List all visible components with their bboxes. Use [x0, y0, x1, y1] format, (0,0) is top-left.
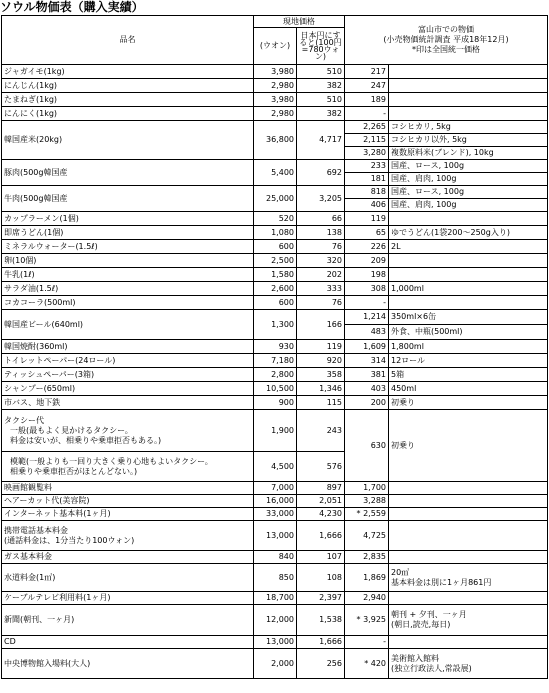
- yen-price: 256: [297, 649, 345, 679]
- table-row: [2, 354, 548, 368]
- toyama-note: ゆでうどん(1袋200～250g入り): [389, 226, 548, 240]
- yen-price: 382: [297, 79, 345, 93]
- header-yen: 日本円にすると(100円=780ウォン): [297, 28, 345, 65]
- yen-price: 76: [297, 240, 345, 254]
- table-row: [2, 282, 548, 296]
- price-table: [1, 15, 548, 679]
- yen-price: 202: [297, 268, 345, 282]
- yen-price: 897: [297, 482, 345, 495]
- won-price: 1,300: [254, 310, 297, 340]
- toyama-price: 247: [345, 79, 389, 93]
- yen-price: 119: [297, 340, 345, 354]
- toyama-note: [389, 649, 548, 679]
- toyama-price: 2,115: [345, 134, 389, 147]
- table-row: [2, 340, 548, 354]
- toyama-note: コシヒカリ以外, 5kg: [389, 134, 548, 147]
- museum-type: 美術館入館料: [391, 653, 439, 663]
- item-name: コカコーラ(500ml): [2, 296, 254, 310]
- toyama-price: 209: [345, 254, 389, 268]
- toyama-price: 1,214: [345, 310, 389, 325]
- table-row: [2, 508, 548, 521]
- yen-price: 108: [297, 564, 345, 592]
- yen-price: 1,538: [297, 605, 345, 636]
- toyama-note: 初乗り: [389, 410, 548, 482]
- toyama-note: [389, 93, 548, 107]
- yen-price: 2,397: [297, 592, 345, 605]
- table-row: [2, 521, 548, 551]
- toyama-price: 3,280: [345, 147, 389, 160]
- toyama-price: 3,288: [345, 495, 389, 508]
- table-row: [2, 160, 548, 173]
- toyama-note: 12ロール: [389, 354, 548, 368]
- yen-price: 1,346: [297, 382, 345, 396]
- won-price: 840: [254, 551, 297, 564]
- museum-detail: (独立行政法人,常設展): [391, 663, 472, 673]
- won-price: 2,980: [254, 107, 297, 121]
- won-price: 1,900: [254, 410, 297, 452]
- toyama-note: [389, 268, 548, 282]
- table-row: [2, 254, 548, 268]
- toyama-price: * 3,925: [345, 605, 389, 636]
- table-row: [2, 186, 548, 199]
- won-price: 600: [254, 240, 297, 254]
- item-name: カップラーメン(1個): [2, 212, 254, 226]
- toyama-price: 403: [345, 382, 389, 396]
- toyama-note: 複数原料米(ブレンド), 10kg: [389, 147, 548, 160]
- toyama-note: [389, 636, 548, 649]
- header-won: (ウオン): [254, 28, 297, 65]
- toyama-note: [389, 508, 548, 521]
- yen-price: 107: [297, 551, 345, 564]
- taxi-deluxe: 模範(一般よりも一回り大きく乗り心地もよいタクシー。: [10, 456, 213, 466]
- won-price: 4,500: [254, 452, 297, 482]
- won-price: 33,000: [254, 508, 297, 521]
- toyama-note: [389, 592, 548, 605]
- toyama-note: 国産、肩肉, 100g: [389, 199, 548, 212]
- table-row: [2, 649, 548, 679]
- won-price: 900: [254, 396, 297, 410]
- won-price: 1,080: [254, 226, 297, 240]
- mobile-note: (通話料金は、1分当たり100ウォン): [4, 535, 135, 545]
- toyama-note: [389, 296, 548, 310]
- won-price: 3,980: [254, 65, 297, 79]
- taxi-deluxe-note: 相乗りや乗車拒否がほとんどない。): [10, 466, 138, 476]
- item-name: 即席うどん(1個): [2, 226, 254, 240]
- yen-price: 4,717: [297, 121, 345, 160]
- toyama-price: 2,940: [345, 592, 389, 605]
- toyama-note: [389, 79, 548, 93]
- won-price: 2,000: [254, 649, 297, 679]
- table-row: [2, 482, 548, 495]
- table-row: [2, 551, 548, 564]
- table-row: [2, 396, 548, 410]
- item-name: シャンプー(650ml): [2, 382, 254, 396]
- yen-price: 382: [297, 107, 345, 121]
- item-name: 市バス、地下鉄: [2, 396, 254, 410]
- toyama-note: 2L: [389, 240, 548, 254]
- won-price: 850: [254, 564, 297, 592]
- toyama-price: 226: [345, 240, 389, 254]
- yen-price: 243: [297, 410, 345, 452]
- item-name: 卵(10個): [2, 254, 254, 268]
- won-price: 7,180: [254, 354, 297, 368]
- item-name: [2, 521, 254, 551]
- yen-price: 66: [297, 212, 345, 226]
- item-name: ガス基本料金: [2, 551, 254, 564]
- toyama-note: 450ml: [389, 382, 548, 396]
- toyama-note: 1,800ml: [389, 340, 548, 354]
- toyama-price: 1,700: [345, 482, 389, 495]
- toyama-note: 国産、ロース, 100g: [389, 186, 548, 199]
- page-title: ソウル物価表（購入実績）: [0, 0, 144, 14]
- toyama-price: -: [345, 296, 389, 310]
- toyama-note: 5箱: [389, 368, 548, 382]
- yen-price: 358: [297, 368, 345, 382]
- toyama-price: 189: [345, 93, 389, 107]
- won-price: 2,500: [254, 254, 297, 268]
- toyama-price: -: [345, 636, 389, 649]
- won-price: 13,000: [254, 636, 297, 649]
- toyama-price: 217: [345, 65, 389, 79]
- table-row: [2, 79, 548, 93]
- yen-price: 692: [297, 160, 345, 186]
- item-name: トイレットペーパー(24ロール): [2, 354, 254, 368]
- table-row: [2, 93, 548, 107]
- toyama-price: * 2,559: [345, 508, 389, 521]
- header-local-price: 現地価格: [254, 16, 345, 28]
- table-row: [2, 368, 548, 382]
- toyama-note: [389, 254, 548, 268]
- toyama-price: 818: [345, 186, 389, 199]
- header-toyama-sub1: (小売物価統計調査 平成18年12月): [383, 35, 509, 44]
- yen-price: 1,666: [297, 636, 345, 649]
- won-price: 12,000: [254, 605, 297, 636]
- yen-price: 576: [297, 452, 345, 482]
- table-row: [2, 268, 548, 282]
- toyama-price: 308: [345, 282, 389, 296]
- table-row: [2, 226, 548, 240]
- toyama-price: 630: [345, 410, 389, 482]
- item-name: [2, 410, 254, 452]
- taxi-general: 一般(最もよく見かけるタクシー。: [10, 425, 133, 435]
- item-name: ジャガイモ(1kg): [2, 65, 254, 79]
- water-volume: 20㎥: [391, 567, 410, 577]
- item-name: 水道料金(1㎥): [2, 564, 254, 592]
- won-price: 5,400: [254, 160, 297, 186]
- won-price: 10,500: [254, 382, 297, 396]
- item-name: ケーブルテレビ利用料(1ヶ月): [2, 592, 254, 605]
- item-name: サラダ油(1.5ℓ): [2, 282, 254, 296]
- item-name: 中央博物館入場料(大人): [2, 649, 254, 679]
- yen-price: 1,666: [297, 521, 345, 551]
- toyama-note: [389, 107, 548, 121]
- yen-price: 2,051: [297, 495, 345, 508]
- won-price: 520: [254, 212, 297, 226]
- table-row: [2, 592, 548, 605]
- won-price: 13,000: [254, 521, 297, 551]
- won-price: 930: [254, 340, 297, 354]
- table-row: [2, 636, 548, 649]
- won-price: 7,000: [254, 482, 297, 495]
- yen-price: 320: [297, 254, 345, 268]
- toyama-price: 4,725: [345, 521, 389, 551]
- yen-price: 138: [297, 226, 345, 240]
- table-row: [2, 310, 548, 325]
- item-name: インターネット基本料(1ヶ月): [2, 508, 254, 521]
- toyama-price: 406: [345, 199, 389, 212]
- item-name: にんじん(1kg): [2, 79, 254, 93]
- toyama-price: 200: [345, 396, 389, 410]
- newspaper-brands: (朝日,読売,毎日): [391, 620, 451, 629]
- toyama-price: 119: [345, 212, 389, 226]
- toyama-price: 198: [345, 268, 389, 282]
- toyama-note: [389, 605, 548, 636]
- yen-price: 76: [297, 296, 345, 310]
- toyama-price: * 420: [345, 649, 389, 679]
- table-row: [2, 410, 548, 452]
- item-name: ヘアーカット代(美容院): [2, 495, 254, 508]
- table-row: [2, 296, 548, 310]
- toyama-price: 2,265: [345, 121, 389, 134]
- won-price: 600: [254, 296, 297, 310]
- toyama-price: 483: [345, 325, 389, 340]
- toyama-price: 2,835: [345, 551, 389, 564]
- toyama-note: [389, 564, 548, 592]
- toyama-price: 233: [345, 160, 389, 173]
- toyama-price: 1,869: [345, 564, 389, 592]
- yen-price: 4,230: [297, 508, 345, 521]
- item-name: [2, 452, 254, 482]
- yen-price: 115: [297, 396, 345, 410]
- table-row: [2, 564, 548, 592]
- item-name: 映画館観覧料: [2, 482, 254, 495]
- toyama-note: 1,000ml: [389, 282, 548, 296]
- won-price: 1,580: [254, 268, 297, 282]
- item-name: 牛乳(1ℓ): [2, 268, 254, 282]
- yen-price: 510: [297, 65, 345, 79]
- toyama-price: 381: [345, 368, 389, 382]
- header-item: 品名: [2, 16, 254, 65]
- toyama-note: 350ml×6缶: [389, 310, 548, 325]
- toyama-note: コシヒカリ, 5kg: [389, 121, 548, 134]
- toyama-note: [389, 521, 548, 551]
- mobile-title: 携帯電話基本料金: [4, 525, 68, 535]
- won-price: 2,800: [254, 368, 297, 382]
- yen-price: 166: [297, 310, 345, 340]
- header-toyama-title: 富山市での物価: [418, 25, 474, 34]
- item-name: 新聞(朝刊、一ヶ月): [2, 605, 254, 636]
- won-price: 16,000: [254, 495, 297, 508]
- toyama-note: [389, 495, 548, 508]
- item-name: 韓国産米(20kg): [2, 121, 254, 160]
- toyama-note: [389, 212, 548, 226]
- toyama-price: 314: [345, 354, 389, 368]
- header-toyama-sub2: *印は全国統一価格: [412, 45, 480, 54]
- toyama-note: 初乗り: [389, 396, 548, 410]
- toyama-note: [389, 482, 548, 495]
- won-price: 2,980: [254, 79, 297, 93]
- won-price: 18,700: [254, 592, 297, 605]
- toyama-price: 65: [345, 226, 389, 240]
- table-row: [2, 65, 548, 79]
- table-row: [2, 240, 548, 254]
- toyama-price: -: [345, 107, 389, 121]
- item-name: たまねぎ(1kg): [2, 93, 254, 107]
- item-name: 牛肉(500g韓国産: [2, 186, 254, 212]
- item-name: 韓国焼酎(360ml): [2, 340, 254, 354]
- item-name: ティッシュペーパー(3箱): [2, 368, 254, 382]
- toyama-price: 181: [345, 173, 389, 186]
- yen-price: 920: [297, 354, 345, 368]
- table-row: [2, 121, 548, 134]
- toyama-note: [389, 551, 548, 564]
- table-row: [2, 107, 548, 121]
- item-name: ミネラルウォーター(1.5ℓ): [2, 240, 254, 254]
- item-name: 豚肉(500g韓国産: [2, 160, 254, 186]
- toyama-price: 1,609: [345, 340, 389, 354]
- taxi-title: タクシー代: [4, 415, 44, 425]
- item-name: 韓国産ビール(640ml): [2, 310, 254, 340]
- header-toyama: [345, 16, 548, 65]
- item-name: CD: [2, 636, 254, 649]
- toyama-note: 外食、中瓶(500ml): [389, 325, 548, 340]
- won-price: 3,980: [254, 93, 297, 107]
- yen-price: 510: [297, 93, 345, 107]
- toyama-note: [389, 65, 548, 79]
- yen-price: 333: [297, 282, 345, 296]
- won-price: 2,600: [254, 282, 297, 296]
- won-price: 25,000: [254, 186, 297, 212]
- water-basic-fee: 基本料金は別に1ヶ月861円: [391, 577, 492, 587]
- taxi-general-note: 料金は安いが、相乗りや乗車拒否もある。): [10, 435, 162, 445]
- toyama-note: 国産、肩肉, 100g: [389, 173, 548, 186]
- table-row: [2, 212, 548, 226]
- yen-price: 3,205: [297, 186, 345, 212]
- item-name: にんにく(1kg): [2, 107, 254, 121]
- table-row: [2, 382, 548, 396]
- won-price: 36,800: [254, 121, 297, 160]
- table-row: [2, 495, 548, 508]
- newspaper-type: 朝刊 + 夕刊、一ヶ月: [391, 610, 467, 619]
- toyama-note: 国産、ロース, 100g: [389, 160, 548, 173]
- table-row: [2, 605, 548, 636]
